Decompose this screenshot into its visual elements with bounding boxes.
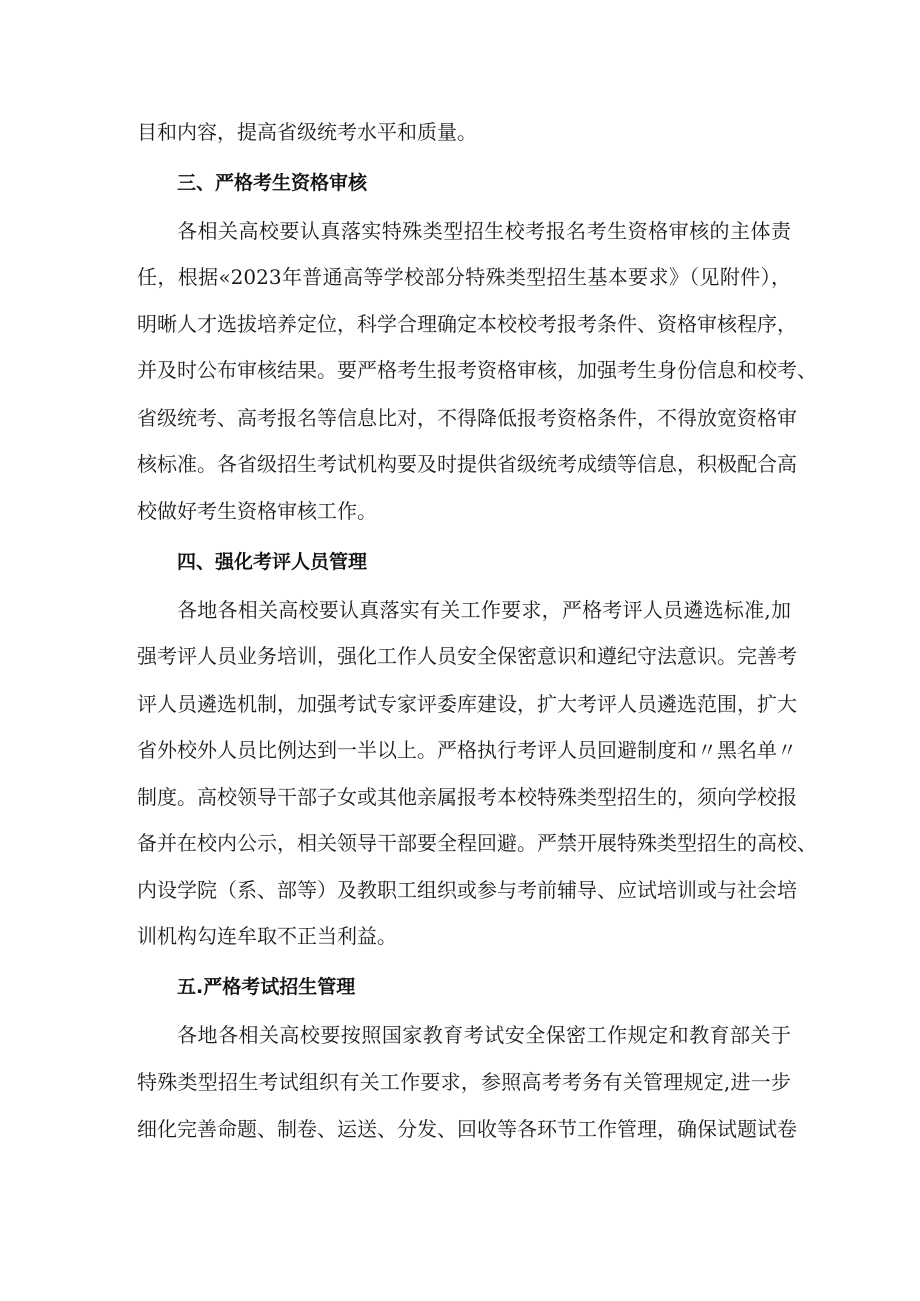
paragraph-line: 校做好考生资格审核工作。 [137,499,377,523]
paragraph-line: 省外校外人员比例达到一半以上。严格执行考评人员回避制度和〃黑名单〃 [137,738,797,762]
paragraph-line: 省级统考、高考报名等信息比对，不得降低报考资格条件，不得放宽资格审 [137,406,797,430]
paragraph-line: 备并在校内公示，相关领导干部要全程回避。严禁开展特殊类型招生的高校、 [137,831,817,855]
paragraph-line: 各地各相关高校要按照国家教育考试安全保密工作规定和教育部关于 [177,1023,791,1047]
paragraph-line: 制度。高校领导干部子女或其他亲属报考本校特殊类型招生的，须向学校报 [137,785,797,809]
paragraph-line: 各相关高校要认真落实特殊类型招生校考报名考生资格审核的主体责 [177,219,791,243]
paragraph-line: 并及时公布审核结果。要严格考生报考资格审核，加强考生身份信息和校考、 [137,358,817,382]
paragraph-line: 明晰人才选拔培养定位，科学合理确定本校校考报考条件、资格审核程序， [137,312,797,336]
paragraph-line: 强考评人员业务培训，强化工作人员安全保密意识和遵纪守法意识。完善考 [137,644,797,668]
section-heading-4: 四、强化考评人员管理 [177,551,368,573]
paragraph-line: 内设学院（系、部等）及教职工组织或参与考前辅导、应试培训或与社会培 [137,878,797,902]
paragraph-line: 训机构勾连牟取不正当利益。 [137,924,397,948]
paragraph-line: 任，根据«2023年普通高等学校部分特殊类型招生基本要求》（见附件）， [137,265,791,289]
paragraph-line: 细化完善命题、制卷、运送、分发、回收等各环节工作管理，确保试题试卷 [137,1117,797,1141]
paragraph-line: 评人员遴选机制，加强考试专家评委库建设，扩大考评人员遴选范围，扩大 [137,692,797,716]
section-heading-3: 三、严格考生资格审核 [177,172,368,194]
paragraph-line: 各地各相关高校要认真落实有关工作要求，严格考评人员遴选标准,加 [177,598,791,622]
paragraph-line: 目和内容，提高省级统考水平和质量。 [137,120,477,144]
section-heading-5: 五.严格考试招生管理 [177,976,356,998]
paragraph-line: 核标准。各省级招生考试机构要及时提供省级统考成绩等信息，积极配合高 [137,452,797,476]
paragraph-line: 特殊类型招生考试组织有关工作要求，参照高考考务有关管理规定,进一步 [137,1070,791,1094]
